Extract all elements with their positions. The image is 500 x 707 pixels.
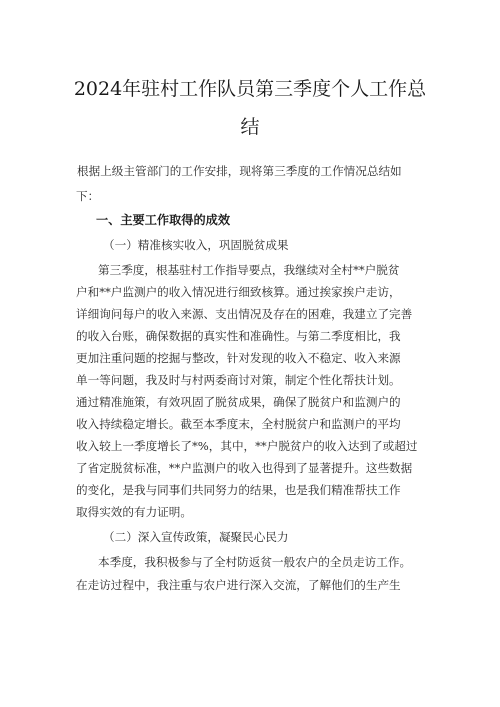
intro-line-1: 根据上级主管部门的工作安排，现将第三季度的工作情况总结如 [77, 164, 402, 178]
paragraph-1-line-12: 取得实效的有力证明。 [76, 505, 192, 519]
paragraph-2-line-1: 本季度，我积极参与了全村防返贫一般农户的全员走访工作。 [98, 555, 412, 569]
title-line-1: 2024年驻村工作队员第三季度个人工作总 [73, 78, 427, 100]
paragraph-1-line-11: 的变化，是我与同事们共同努力的结果，也是我们精准帮扶工作 [76, 483, 401, 497]
paragraph-1-line-4: 的收入台账，确保数据的真实性和准确性。与第二季度相比，我 [76, 329, 401, 343]
paragraph-1-line-7: 通过精准施策，有效巩固了脱贫成果，确保了脱贫户和监测户的 [76, 395, 401, 409]
paragraph-1-line-3: 详细询问每户的收入来源、支出情况及存在的困难，我建立了完善 [76, 307, 413, 321]
subsection-heading-1: （一）精准核实收入，巩固脱贫成果 [103, 238, 289, 252]
section-heading-1: 一、主要工作取得的成效 [96, 213, 231, 227]
document-title [60, 70, 440, 146]
paragraph-1-line-10: 了省定脱贫标准，**户监测户的收入也得到了显著提升。这些数据 [76, 461, 413, 475]
title-line-2: 结 [240, 116, 260, 138]
paragraph-1-line-8: 收入持续稳定增长。截至本季度末，全村脱贫户和监测户的平均 [76, 417, 401, 431]
paragraph-1-line-1: 第三季度，根基驻村工作指导要点，我继续对全村**户脱贫 [98, 263, 400, 277]
paragraph-1-line-9: 收入较上一季度增长了*%，其中，**户脱贫户的收入达到了或超过 [76, 439, 418, 453]
paragraph-1-line-2: 户和**户监测户的收入情况进行细致核算。通过挨家挨户走访， [76, 285, 401, 299]
paragraph-2-line-2: 在走访过程中，我注重与农户进行深入交流，了解他们的生产生 [76, 578, 401, 592]
paragraph-1-line-6: 单一等问题，我及时与村两委商讨对策，制定个性化帮扶计划。 [76, 373, 401, 387]
paragraph-1-line-5: 更加注重问题的挖掘与整改，针对发现的收入不稳定、收入来源 [76, 351, 401, 365]
intro-line-2: 下： [76, 189, 100, 203]
subsection-heading-2: （二）深入宣传政策，凝聚民心民力 [103, 530, 289, 544]
